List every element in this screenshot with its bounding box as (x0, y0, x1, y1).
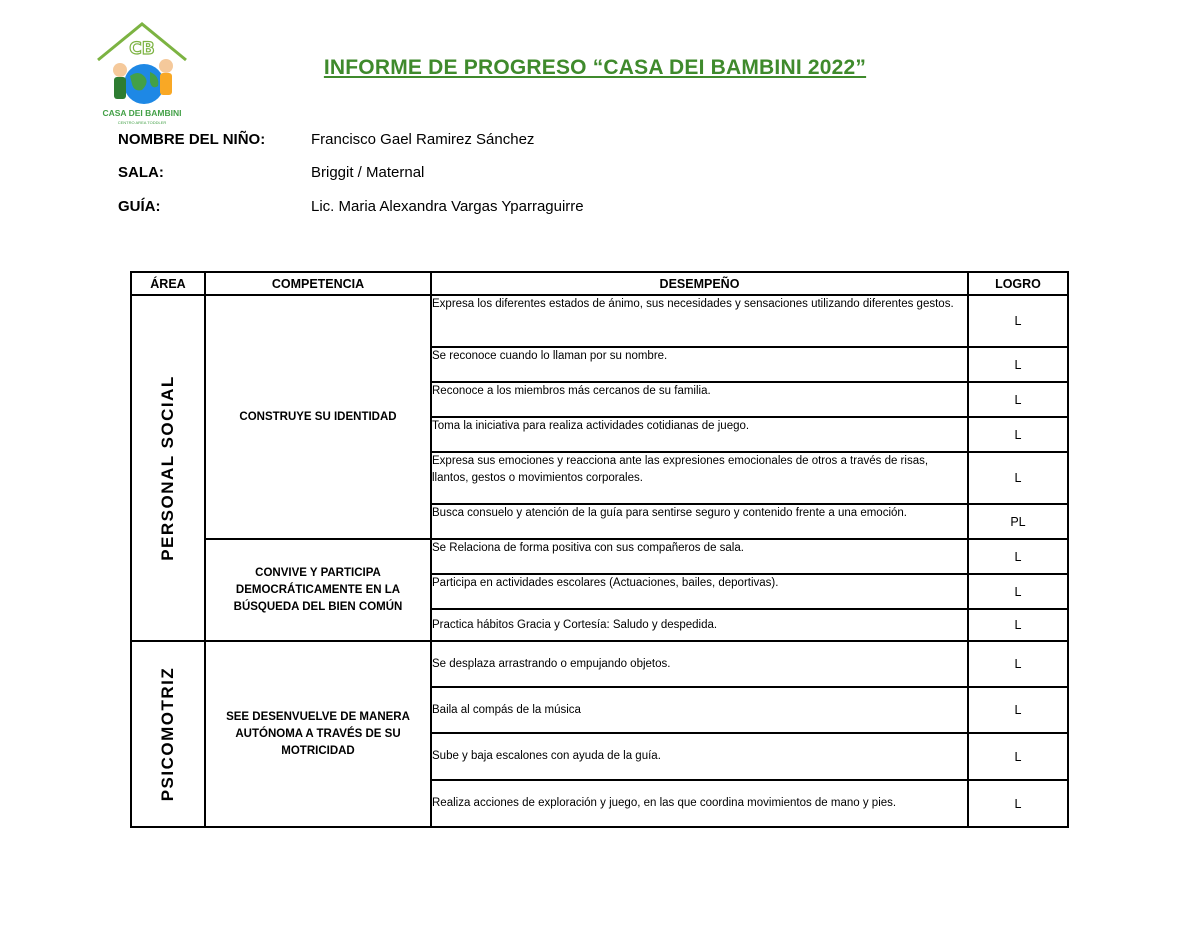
table-row (131, 539, 1068, 574)
area-label: PERSONAL SOCIAL (158, 375, 177, 561)
desempeno-cell: Sube y baja escalones con ayuda de la guía. (431, 733, 968, 780)
desempeno-cell: Expresa los diferentes estados de ánimo, sus necesidades y sensaciones utilizando diferentes gestos. (431, 295, 968, 347)
report-title: INFORME DE PROGRESO “CASA DEI BAMBINI 2022” (323, 56, 867, 79)
desempeno-cell: Se desplaza arrastrando o empujando objetos. (431, 641, 968, 687)
area-cell (131, 295, 205, 641)
logro-cell: L (968, 539, 1068, 574)
desempeno-cell: Toma la iniciativa para realiza actividades cotidianas de juego. (431, 417, 968, 452)
area-label: PSICOMOTRIZ (158, 666, 177, 802)
logo-initials: CB (129, 39, 155, 59)
desempeno-cell: Participa en actividades escolares (Actuaciones, bailes, deportivas). (431, 574, 968, 609)
house-globe-logo-icon (94, 20, 190, 126)
logro-cell: L (968, 687, 1068, 733)
student-room-label: SALA: (118, 164, 164, 181)
table-header-row (131, 272, 1068, 295)
logro-cell: L (968, 382, 1068, 417)
logro-cell: L (968, 347, 1068, 382)
logro-cell: L (968, 641, 1068, 687)
student-room-value: Briggit / Maternal (311, 164, 425, 181)
area-cell (131, 641, 205, 827)
header-competencia: COMPETENCIA (205, 272, 431, 295)
table-row (131, 641, 1068, 687)
desempeno-cell: Se Relaciona de forma positiva con sus compañeros de sala. (431, 539, 968, 574)
desempeno-cell: Expresa sus emociones y reacciona ante las expresiones emocionales de otros a través de risas, llantos, gestos o movimientos corporales. (431, 452, 968, 504)
logro-cell: PL (968, 504, 1068, 539)
logo-tagline: CENTRO AREA TODDLER (117, 120, 167, 125)
desempeno-cell: Busca consuelo y atención de la guía para sentirse seguro y contenido frente a una emoción. (431, 504, 968, 539)
header-area: ÁREA (131, 272, 205, 295)
school-logo (94, 20, 190, 126)
header-desempeno: DESEMPEÑO (431, 272, 968, 295)
competency-cell: CONVIVE Y PARTICIPA DEMOCRÁTICAMENTE EN LA BÚSQUEDA DEL BIEN COMÚN (205, 539, 431, 641)
desempeno-cell: Realiza acciones de exploración y juego, en las que coordina movimientos de mano y pies. (431, 780, 968, 827)
table-row (131, 295, 1068, 347)
student-name-value: Francisco Gael Ramirez Sánchez (311, 131, 535, 148)
header-logro: LOGRO (968, 272, 1068, 295)
logro-cell: L (968, 574, 1068, 609)
competency-cell: CONSTRUYE SU IDENTIDAD (205, 295, 431, 539)
logro-cell: L (968, 417, 1068, 452)
student-guide-value: Lic. Maria Alexandra Vargas Yparraguirre (311, 198, 584, 215)
logo-brand: CASA DEI BAMBINI (102, 108, 182, 118)
student-name-label: NOMBRE DEL NIÑO: (118, 131, 266, 148)
desempeno-cell: Baila al compás de la música (431, 687, 968, 733)
competency-cell: SEE DESENVUELVE DE MANERA AUTÓNOMA A TRAVÉS DE SU MOTRICIDAD (205, 641, 431, 827)
student-guide-label: GUÍA: (118, 198, 161, 215)
logro-cell: L (968, 452, 1068, 504)
progress-table (130, 271, 1069, 828)
logro-cell: L (968, 295, 1068, 347)
desempeno-cell: Se reconoce cuando lo llaman por su nombre. (431, 347, 968, 382)
logro-cell: L (968, 733, 1068, 780)
desempeno-cell: Practica hábitos Gracia y Cortesía: Saludo y despedida. (431, 609, 968, 641)
logro-cell: L (968, 780, 1068, 827)
desempeno-cell: Reconoce a los miembros más cercanos de su familia. (431, 382, 968, 417)
logro-cell: L (968, 609, 1068, 641)
